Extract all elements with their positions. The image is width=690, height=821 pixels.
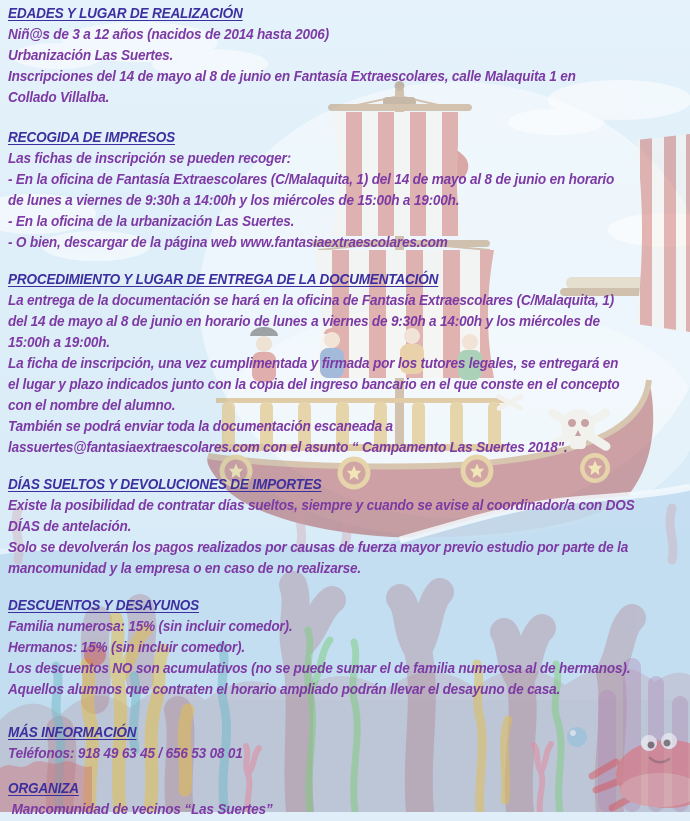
text-line: Solo se devolverán los pagos realizados por causas de fuerza mayor previo estudio por parte de la [8, 540, 629, 556]
text-line: Inscripciones del 14 de mayo al 8 de junio en Fantasía Extraescolares, calle Malaquita 1 en [8, 69, 576, 85]
flyer-content [8, 4, 688, 821]
section-edades [8, 4, 688, 109]
text-line: con el nombre del alumno. [8, 398, 176, 414]
section-recogida [8, 128, 688, 254]
section-heading: EDADES Y LUGAR DE REALIZACIÓN [8, 6, 243, 22]
text-line: Los descuentos NO son acumulativos (no se puede sumar el de familia numerosa al de hermanos). [8, 661, 631, 677]
text-line: Hermanos: 15% (sin incluir comedor). [8, 640, 245, 656]
section-heading: ORGANIZA [8, 781, 79, 797]
text-line email-address: lassuertes@fantasiaextraescolares.com con el asunto “ Campamento Las Suertes 2018". [8, 440, 568, 456]
section-dias-sueltos [8, 475, 688, 580]
text-line: También se podrá enviar toda la documentación escaneada a [8, 419, 393, 435]
section-mas-informacion [8, 723, 688, 765]
text-line: Las fichas de inscripción se pueden recoger: [8, 151, 291, 167]
section-heading: DESCUENTOS Y DESAYUNOS [8, 598, 199, 614]
section-heading: RECOGIDA DE IMPRESOS [8, 130, 175, 146]
organizer-name: Mancomunidad de vecinos “Las Suertes” [8, 802, 273, 818]
text-line: Aquellos alumnos que contraten el horario ampliado podrán llevar el desayuno de casa. [8, 682, 561, 698]
section-organiza [8, 779, 688, 821]
section-heading: PROCEDIMIENTO Y LUGAR DE ENTREGA DE LA DOCUMENTACIÓN [8, 272, 439, 288]
section-heading: MÁS INFORMACIÓN [8, 725, 137, 741]
text-line: 15:00h a 19:00h. [8, 335, 110, 351]
text-line: Existe la posibilidad de contratar días sueltos, siempre y cuando se avise al coordinador/a con DOS [8, 498, 635, 514]
section-descuentos [8, 596, 688, 701]
section-heading: DÍAS SUELTOS Y DEVOLUCIONES DE IMPORTES [8, 477, 322, 493]
text-line: - En la oficina de la urbanización Las Suertes. [8, 214, 295, 230]
text-line: de lunes a viernes de 9:30h a 14:00h y los miércoles de 15:00h a 19:00h. [8, 193, 460, 209]
text-line website-url: - O bien, descargar de la página web www.fantasiaextraescolares.com [8, 235, 448, 251]
text-line: mancomunidad y la empresa o en caso de no realizarse. [8, 561, 361, 577]
text-line: el lugar y plazo indicados junto con la copia del ingreso bancario en el que conste en el concepto [8, 377, 620, 393]
text-line: del 14 de mayo al 8 de junio en horario de lunes a viernes de 9:30h a 14:00h y los miércoles de [8, 314, 600, 330]
text-line: DÍAS de antelación. [8, 519, 132, 535]
section-procedimiento [8, 270, 688, 459]
text-line: La ficha de inscripción, una vez cumplimentada y firmada por los tutores legales, se entregará en [8, 356, 619, 372]
phone-numbers: Teléfonos: 918 49 63 45 / 656 53 08 01 [8, 746, 243, 762]
text-line: - En la oficina de Fantasía Extraescolares (C/Malaquita, 1) del 14 de mayo al 8 de junio en horario [8, 172, 615, 188]
text-line: Urbanización Las Suertes. [8, 48, 174, 64]
text-line: Collado Villalba. [8, 90, 110, 106]
text-line: Familia numerosa: 15% (sin incluir comedor). [8, 619, 293, 635]
text-line: La entrega de la documentación se hará en la oficina de Fantasía Extraescolares (C/Malaquita, 1) [8, 293, 614, 309]
text-line: Niñ@s de 3 a 12 años (nacidos de 2014 hasta 2006) [8, 27, 329, 43]
